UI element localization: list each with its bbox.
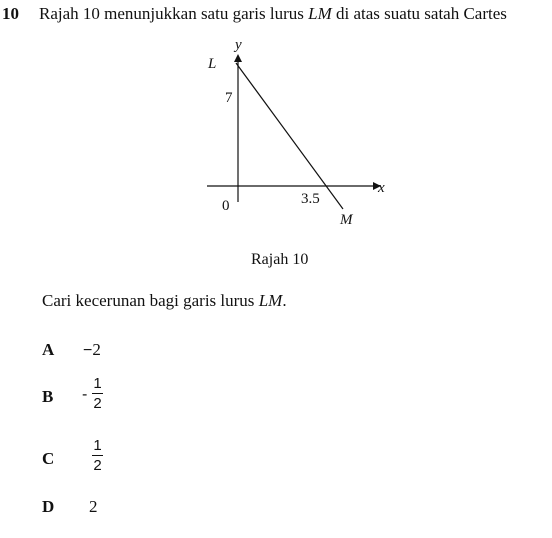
question-prompt [42, 291, 287, 311]
option-letter: B [42, 387, 54, 406]
option-letter: D [42, 497, 55, 516]
option-a-sign: − [83, 342, 93, 359]
origin-label: 0 [222, 198, 230, 214]
option-d-value: 2 [89, 497, 98, 516]
question-text-before: Rajah 10 menunjukkan satu garis lurus [39, 4, 309, 23]
option-letter: C [42, 449, 55, 468]
y-intercept-label: 7 [225, 90, 233, 106]
option-letter: A [42, 340, 55, 359]
x-intercept-label: 3.5 [301, 191, 320, 207]
fraction-denominator: 2 [93, 457, 102, 474]
point-L-label: L [208, 56, 217, 72]
x-axis-label: x [378, 180, 385, 196]
fraction-denominator: 2 [93, 395, 102, 412]
option-c-fraction [92, 437, 103, 474]
fraction-bar [92, 393, 103, 394]
line-LM [236, 63, 343, 209]
prompt-text-after: . [282, 291, 287, 310]
fraction-numerator: 1 [93, 375, 102, 392]
option-a-value: 2 [92, 340, 101, 359]
fraction-numerator: 1 [93, 437, 102, 454]
fraction-bar [92, 455, 103, 456]
prompt-line-name: LM [258, 291, 283, 310]
prompt-text-before: Cari kecerunan bagi garis lurus [42, 291, 259, 310]
question-line-name: LM [308, 4, 332, 23]
option-b-fraction [92, 375, 103, 412]
point-M-label: M [340, 212, 353, 228]
question-text [39, 4, 507, 24]
option-b-sign: - [82, 386, 88, 403]
y-axis-label: y [235, 37, 242, 53]
question-text-after: di atas suatu satah Cartes [331, 4, 507, 23]
cartesian-figure [195, 30, 405, 240]
figure-caption: Rajah 10 [251, 251, 309, 268]
question-number: 10 [2, 4, 19, 23]
